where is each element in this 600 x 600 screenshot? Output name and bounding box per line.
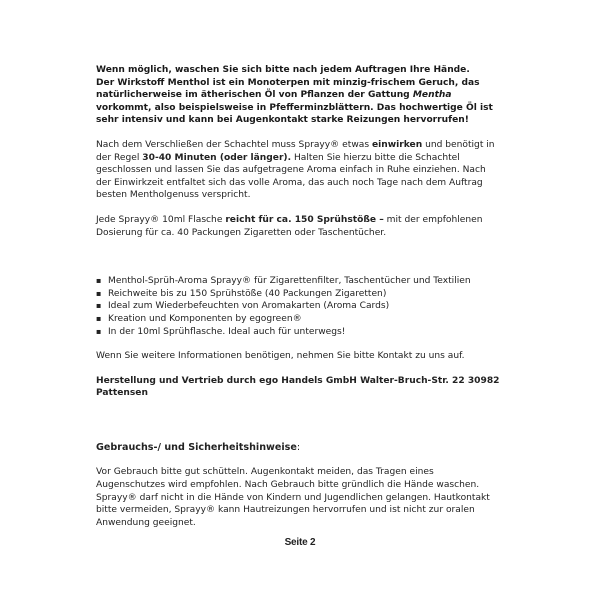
- list-item: ▪ Ideal zum Wiederbefeuchten von Aromakarten (Aroma Cards): [96, 301, 390, 312]
- duration-emphasis: 30-40 Minuten (oder länger).: [142, 152, 292, 163]
- einwirken-emphasis: einwirken: [371, 139, 423, 150]
- document-page: [96, 64, 500, 529]
- wash-hands-note: Wenn möglich, waschen Sie sich bitte nach jedem Auftragen Ihre Hände.: [96, 65, 470, 75]
- menthol-description: Der Wirkstoff Menthol ist ein Monoterpen mit minzig-frischem Geruch, das natürlicherweise im ätherischen Öl von Pflanzen der Gattung Mentha vorkommt, also beispielsweise in Pfefferminzblättern. Das hochwertige Öl ist sehr intensiv und kann bei Augenkontakt starke Reizungen hervorrufen!: [96, 77, 493, 126]
- list-item: ▪ Kreation und Komponenten by egogreen®: [96, 313, 302, 324]
- capacity-emphasis: reicht für ca. 150 Sprühstöße –: [225, 214, 384, 225]
- safety-text: Vor Gebrauch bitte gut schütteln. Augenkontakt meiden, das Tragen eines Augenschutzes wird empfohlen. Nach Gebrauch bitte gründlich die Hände waschen. Sprayy® darf nicht in die Hände von Kindern und Jugendlichen gelangen. Hautkontakt bitte vermeiden, Sprayy® kann Hautreizungen hervorrufen und ist nicht zur oralen Anwendung geeignet.: [96, 467, 490, 528]
- list-item: ▪ Reichweite bis zu 150 Sprühstöße (40 Packungen Zigaretten): [96, 288, 387, 299]
- page-number: Seite 2: [284, 537, 316, 548]
- mentha-genus: Mentha: [412, 90, 452, 101]
- bullet-icon: ▪: [96, 326, 102, 336]
- bullet-icon: ▪: [96, 276, 102, 286]
- list-item: ▪ In der 10ml Sprühflasche. Ideal auch für unterwegs!: [96, 326, 346, 337]
- bullet-icon: ▪: [96, 301, 102, 311]
- intro-warning: [96, 64, 500, 127]
- capacity-paragraph: Jede Sprayy® 10ml Flasche reicht für ca. 150 Sprühstöße – mit der empfohlenen Dosierung für ca. 40 Packungen Zigaretten oder Taschentücher.: [96, 214, 483, 238]
- list-item: ▪ Menthol-Sprüh-Aroma Sprayy® für Zigarettenfilter, Taschentücher und Textilien: [96, 276, 471, 287]
- manufacturer-info: Herstellung und Vertrieb durch ego Handels GmbH Walter-Bruch-Str. 22 30982 Pattensen: [96, 375, 500, 399]
- safety-heading: Gebrauchs-/ und Sicherheitshinweise:: [96, 441, 301, 453]
- bullet-icon: ▪: [96, 313, 102, 323]
- contact-note: Wenn Sie weitere Informationen benötigen, nehmen Sie bitte Kontakt zu uns auf.: [96, 351, 465, 362]
- feature-list: [96, 275, 500, 338]
- bullet-icon: ▪: [96, 288, 102, 298]
- usage-paragraph: Nach dem Verschließen der Schachtel muss Sprayy® etwas einwirken und benötigt in der Regel 30-40 Minuten (oder länger). Halten Sie hierzu bitte die Schachtel geschlossen und lassen Sie das aufgetragene Aroma einfach in Ruhe einziehen. Nach der Einwirkzeit entfaltet sich das volle Aroma, das auch noch Tage nach dem Auftrag besten Mentholgenuss verspricht.: [96, 139, 495, 201]
